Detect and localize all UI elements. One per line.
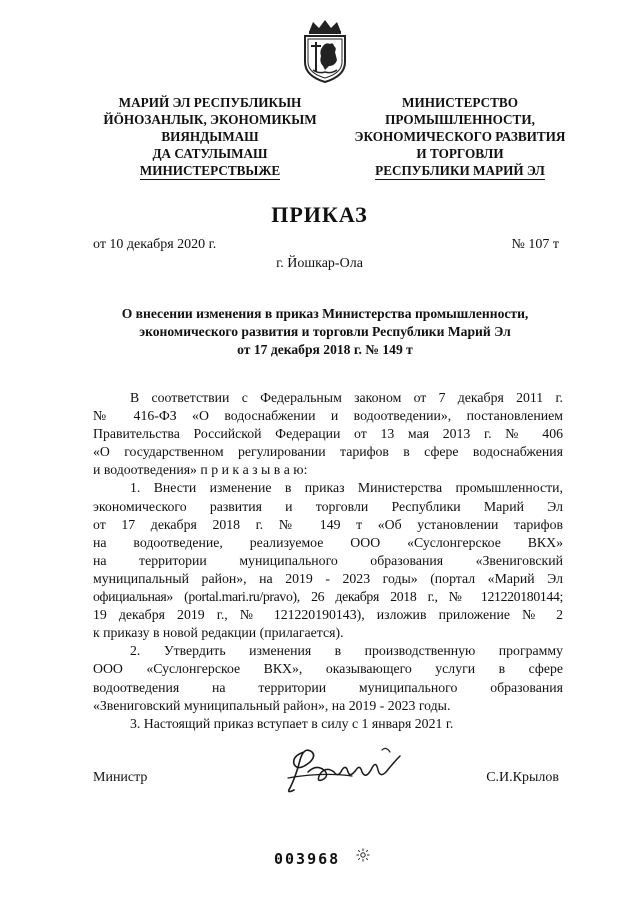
body-line: муниципальный район», на 2019 - 2023 годы» (портал «Марий Эл xyxy=(93,570,563,586)
header-right-line-4: И ТОРГОВЛИ xyxy=(416,146,504,161)
header-left-line-3: ВИЯНДЫМАШ xyxy=(161,129,259,144)
paragraph-preamble xyxy=(93,389,563,479)
body-line: 3. Настоящий приказ вступает в силу с 1 января 2021 г. xyxy=(130,715,454,731)
body-line: «Звениговский муниципальный район», на 2019 - 2023 годы. xyxy=(93,697,451,713)
header-left-line-5: МИНИСТЕРСТВЫЖЕ xyxy=(139,163,281,178)
body-line: ООО «Суслонгерское ВКХ», оказывающего услуги в сфере xyxy=(93,661,563,677)
coat-of-arms-icon xyxy=(299,18,351,84)
signatory-role: Министр xyxy=(93,770,148,785)
header-left-line-1: МАРИЙ ЭЛ РЕСПУБЛИКЫН xyxy=(118,95,302,110)
document-body xyxy=(93,389,563,733)
header-right-line-2: ПРОМЫШЛЕННОСТИ, xyxy=(385,112,535,127)
handwritten-signature xyxy=(282,742,422,797)
paragraph-item-2 xyxy=(93,642,563,714)
header-right xyxy=(330,94,590,180)
body-line: официальная» (portal.mari.ru/pravo), 26 декабря 2018 г., № 121220180144; xyxy=(93,589,563,605)
header-left-line-2: ЙÖНОЗАНЛЫК, ЭКОНОМИКЫМ xyxy=(103,112,317,127)
subject-line-1: О внесении изменения в приказ Министерства промышленности, xyxy=(121,306,529,321)
header-right-line-3: ЭКОНОМИЧЕСКОГО РАЗВИТИЯ xyxy=(354,129,566,144)
paragraph-item-3 xyxy=(93,715,563,733)
body-line: от 17 декабря 2018 г. № 149 т «Об установлении тарифов xyxy=(93,516,563,532)
document-subject xyxy=(90,305,560,359)
subject-line-3: от 17 декабря 2018 г. № 149 т xyxy=(237,342,413,357)
body-line: В соответствии с Федеральным законом от 7 декабря 2011 г. xyxy=(130,390,563,405)
document-number: № 107 т xyxy=(511,237,559,252)
body-line: 2. Утвердить изменения в производственную программу xyxy=(130,643,563,659)
body-line: к приказу в новой редакции (прилагается). xyxy=(93,625,344,641)
ornament-mark-icon xyxy=(356,848,370,862)
header-right-line-1: МИНИСТЕРСТВО xyxy=(402,95,518,110)
body-line: 1. Внести изменение в приказ Министерства промышленности, xyxy=(130,480,563,496)
body-line: и водоотведения» п р и к а з ы в а ю: xyxy=(93,462,308,478)
body-line: № 416-ФЗ «О водоснабжении и водоотведении», постановлением xyxy=(93,408,563,424)
paragraph-item-1 xyxy=(93,479,563,642)
body-line: экономического развития и торговли Республики Марий Эл xyxy=(93,498,563,514)
signatory-name: С.И.Крылов xyxy=(486,770,559,785)
document-title: ПРИКАЗ xyxy=(271,202,368,227)
body-line: Правительства Российской Федерации от 13 мая 2013 г. № 406 xyxy=(93,426,563,442)
document-date: от 10 декабря 2020 г. xyxy=(93,237,217,252)
body-line: на территории муниципального образования «Звениговский xyxy=(93,552,563,568)
body-line: водоотведения на территории муниципального образования xyxy=(93,679,563,695)
body-line: «О государственном регулировании тарифов в сфере водоснабжения xyxy=(93,444,563,460)
subject-line-2: экономического развития и торговли Республики Марий Эл xyxy=(139,324,511,339)
header-left xyxy=(80,94,340,180)
header-right-line-5: РЕСПУБЛИКИ МАРИЙ ЭЛ xyxy=(375,163,545,178)
document-city: г. Йошкар-Ола xyxy=(276,256,363,271)
header-left-line-4: ДА САТУЛЫМАШ xyxy=(152,146,268,161)
form-serial-number: 003968 xyxy=(274,850,341,868)
body-line: на водоотведение, реализуемое ООО «Суслонгерское ВКХ» xyxy=(93,534,563,550)
body-line: 19 декабря 2019 г., № 121220190143), изложив приложение № 2 xyxy=(93,607,563,623)
